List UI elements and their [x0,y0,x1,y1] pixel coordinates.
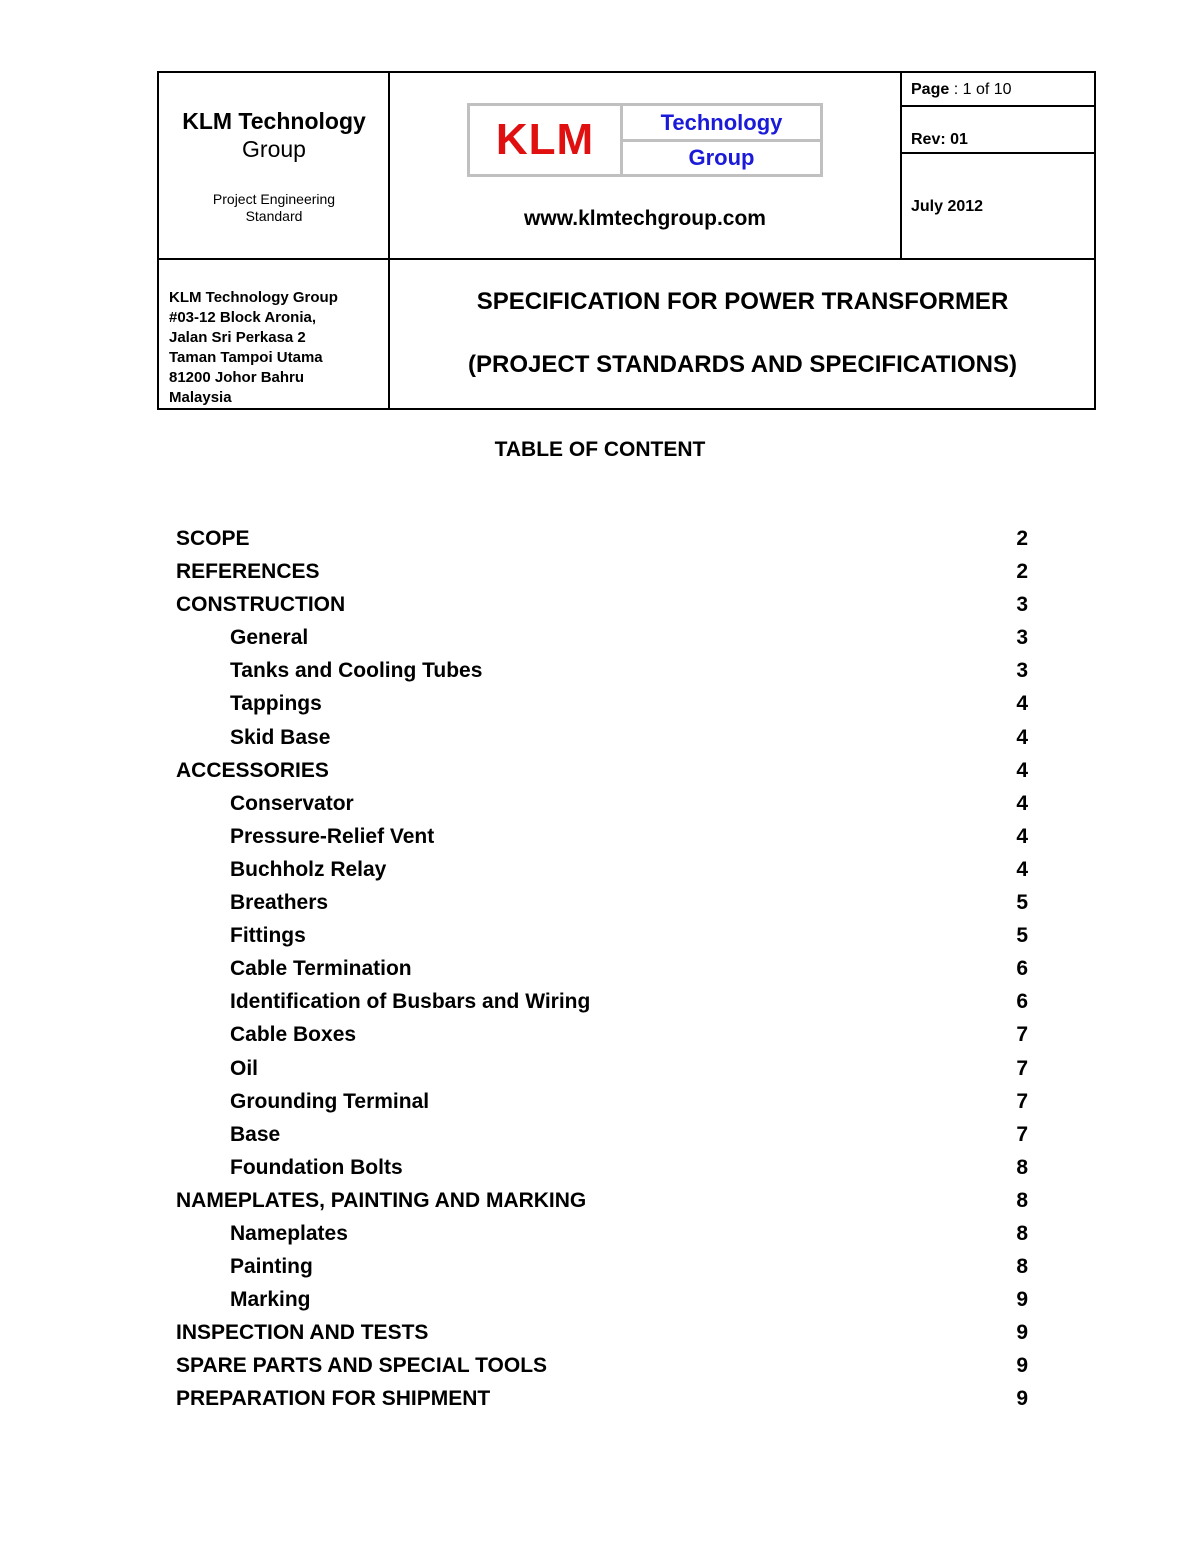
toc-section-entry[interactable] [176,555,1028,588]
page-number-label: Page [911,81,950,98]
toc-entry-label: Buchholz Relay [230,857,387,881]
toc-entry-label: NAMEPLATES, PAINTING AND MARKING [176,1188,587,1212]
document-type-line1: Project Engineering [212,191,336,207]
meta-divider-2 [900,152,1094,154]
toc-entry-page-number: 8 [1016,1221,1028,1245]
address-line: Jalan Sri Perkasa 2 [169,329,306,346]
toc-subsection-entry[interactable] [176,985,1028,1018]
toc-subsection-entry[interactable] [176,1250,1028,1283]
toc-subsection-entry[interactable] [176,853,1028,886]
toc-entry-label: SPARE PARTS AND SPECIAL TOOLS [176,1354,548,1378]
toc-entry-label: Nameplates [230,1221,348,1245]
toc-subsection-entry[interactable] [176,1118,1028,1151]
company-name-line2: Group [242,136,306,162]
document-subtitle: (PROJECT STANDARDS AND SPECIFICATIONS) [468,351,1017,378]
logo-group-text: Group [688,145,755,170]
toc-entry-page-number: 8 [1016,1188,1028,1212]
toc-subsection-entry[interactable] [176,1085,1028,1118]
toc-entry-page-number: 4 [1016,692,1028,716]
toc-entry-page-number: 4 [1016,725,1028,749]
toc-entry-label: Painting [230,1255,313,1279]
website-link[interactable]: www.klmtechgroup.com [524,207,766,230]
toc-entry-page-number: 5 [1016,924,1028,948]
toc-entry-page-number: 7 [1016,1023,1028,1047]
toc-entry-page-number: 9 [1016,1354,1028,1378]
toc-entry-label: Fittings [230,924,306,948]
toc-subsection-entry[interactable] [176,621,1028,654]
toc-subsection-entry[interactable] [176,1018,1028,1051]
toc-subsection-entry[interactable] [176,1052,1028,1085]
toc-entry-label: ACCESSORIES [176,758,329,782]
toc-entry-page-number: 8 [1016,1255,1028,1279]
toc-entry-label: Grounding Terminal [230,1089,430,1113]
toc-entry-page-number: 4 [1016,857,1028,881]
toc-entry-page-number: 9 [1016,1321,1028,1345]
toc-entry-label: INSPECTION AND TESTS [176,1321,429,1345]
toc-entry-label: General [230,626,309,650]
toc-subsection-entry[interactable] [176,1283,1028,1316]
document-type-line2: Standard [245,208,303,224]
toc-entry-label: Oil [230,1056,259,1080]
toc-entry-label: REFERENCES [176,560,320,584]
toc-entry-label: Base [230,1122,281,1146]
toc-subsection-entry[interactable] [176,687,1028,720]
page-number-value: : 1 of 10 [953,81,1012,98]
table-of-contents [176,522,1028,1416]
toc-subsection-entry[interactable] [176,820,1028,853]
company-address [169,288,389,408]
toc-entry-label: Marking [230,1288,311,1312]
toc-subsection-entry[interactable] [176,952,1028,985]
toc-entry-page-number: 8 [1016,1155,1028,1179]
address-line: KLM Technology Group [169,289,338,306]
toc-subsection-entry[interactable] [176,721,1028,754]
toc-entry-label: Tanks and Cooling Tubes [230,659,483,683]
toc-entry-page-number: 3 [1016,626,1028,650]
toc-entry-label: Cable Boxes [230,1023,357,1047]
toc-subsection-entry[interactable] [176,1217,1028,1250]
toc-subsection-entry[interactable] [176,1151,1028,1184]
address-line: Taman Tampoi Utama [169,349,323,366]
toc-entry-label: PREPARATION FOR SHIPMENT [176,1387,491,1411]
company-logo [467,103,823,177]
toc-entry-label: CONSTRUCTION [176,593,346,617]
toc-section-entry[interactable] [176,1382,1028,1415]
toc-entry-page-number: 2 [1016,560,1028,584]
toc-entry-label: Identification of Busbars and Wiring [230,990,591,1014]
document-header-table [157,71,1096,410]
toc-entry-page-number: 3 [1016,659,1028,683]
company-name-line1: KLM Technology [182,108,366,134]
logo-technology-text: Technology [660,109,783,135]
toc-entry-label: Skid Base [230,725,331,749]
issue-date: July 2012 [911,198,984,215]
toc-entry-page-number: 7 [1016,1056,1028,1080]
toc-entry-page-number: 6 [1016,990,1028,1014]
meta-divider-1 [900,105,1094,107]
toc-section-entry[interactable] [176,1316,1028,1349]
company-name [159,107,389,163]
toc-subsection-entry[interactable] [176,919,1028,952]
header-divider-right [900,73,902,259]
toc-entry-label: Tappings [230,692,322,716]
toc-entry-page-number: 2 [1016,527,1028,550]
toc-section-entry[interactable] [176,522,1028,555]
toc-heading: TABLE OF CONTENT [494,438,706,461]
toc-entry-page-number: 4 [1016,791,1028,815]
toc-entry-label: SCOPE [176,527,250,550]
toc-entry-label: Pressure-Relief Vent [230,824,435,848]
address-line: #03-12 Block Aronia, [169,309,317,326]
toc-entry-label: Breathers [230,891,329,915]
toc-section-entry[interactable] [176,1349,1028,1382]
toc-entry-label: Foundation Bolts [230,1155,403,1179]
toc-entry-page-number: 6 [1016,957,1028,981]
toc-entry-page-number: 4 [1016,824,1028,848]
toc-entry-page-number: 9 [1016,1387,1028,1411]
toc-entry-page-number: 9 [1016,1288,1028,1312]
document-title: SPECIFICATION FOR POWER TRANSFORMER [476,288,1009,315]
toc-entry-page-number: 7 [1016,1122,1028,1146]
revision: Rev: 01 [911,131,968,148]
document-type [159,191,389,225]
toc-section-entry[interactable] [176,588,1028,621]
toc-entry-label: Cable Termination [230,957,412,981]
toc-entry-page-number: 4 [1016,758,1028,782]
toc-section-entry[interactable] [176,754,1028,787]
toc-section-entry[interactable] [176,1184,1028,1217]
address-line: 81200 Johor Bahru [169,369,305,386]
page-number [911,81,1012,99]
toc-subsection-entry[interactable] [176,654,1028,687]
toc-entry-page-number: 3 [1016,593,1028,617]
address-line: Malaysia [169,389,232,406]
toc-subsection-entry[interactable] [176,787,1028,820]
toc-entry-page-number: 7 [1016,1089,1028,1113]
toc-entry-label: Conservator [230,791,354,815]
toc-subsection-entry[interactable] [176,886,1028,919]
header-divider-middle [159,258,1094,260]
toc-entry-page-number: 5 [1016,891,1028,915]
logo-klm-text: KLM [495,115,595,164]
